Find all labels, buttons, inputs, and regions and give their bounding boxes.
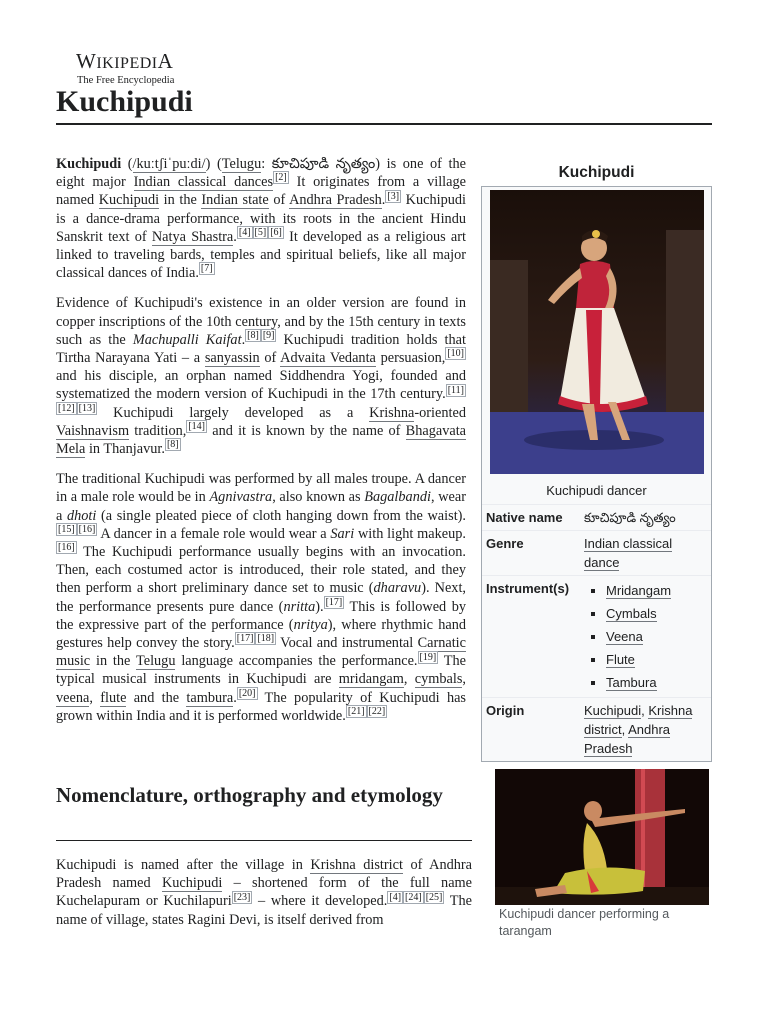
ref[interactable]: [3] xyxy=(387,190,400,202)
ipa-link[interactable]: /kuːtʃiˈpuːdi/ xyxy=(132,156,206,172)
ref[interactable]: [9] xyxy=(262,330,275,342)
ref[interactable]: [23] xyxy=(233,891,251,903)
ref[interactable]: [17] xyxy=(325,596,343,608)
paragraph-4: Kuchipudi is named after the village in Krishna district of Andhra Pradesh named Kuchipudi – shortened form of the full name Kuchelapuram or Kuchilapuri [23] – where it developed. [4] [24] [25] The name of village, states Ragini Devi, is itself derived from xyxy=(56,857,473,928)
kuchipudi-link[interactable]: Kuchipudi xyxy=(161,875,223,892)
title-divider xyxy=(56,123,712,125)
sanyassin-link[interactable]: sanyassin xyxy=(204,350,260,367)
page-title: Kuchipudi xyxy=(56,85,193,118)
ref[interactable]: [24] xyxy=(405,891,422,903)
infobox-title: Kuchipudi xyxy=(558,164,635,181)
kuchipudi-village-link[interactable]: Kuchipudi xyxy=(98,192,160,209)
ref[interactable]: [18] xyxy=(257,633,275,645)
flute-link[interactable]: flute xyxy=(100,689,127,706)
ref[interactable]: [4] xyxy=(389,891,402,903)
instrument-list xyxy=(584,579,707,694)
andhra-pradesh-link[interactable]: Andhra Pradesh xyxy=(289,192,382,209)
logo-tagline: The Free Encyclopedia xyxy=(77,75,175,86)
telugu-link[interactable]: Telugu xyxy=(221,156,262,172)
paragraph-3: The traditional Kuchipudi was performed by all males troupe. A dancer in a male role would be in Agnivastra, also known as Bagalbandi, wear a dhoti (a single pleated piece of cloth hanging down from the waist).[15] [16] A dancer in a female role would wear a Sari with light makeup.[16] The Kuchipudi performance usually begins with an invocation. Then, each costumed actor is introduced, their role stated, and they then perform a short preliminary dance set to music (dharavu). Next, the performance presents pure dance (nritta). [17] This is followed by the expressive part of the performance (nritya), where rhythmic hand gestures help convey the story. [17] [18] Vocal and instrumental Carnatic music in the Telugu language accompanies the performance. [19] The typical musical instruments in Kuchipudi are mridangam, cymbals, veena, flute and the tambura. [20] The popularity of Kuchipudi has grown within India and it is performed worldwide. [21] [22] xyxy=(56,471,466,724)
paragraph-2: Evidence of Kuchipudi's existence in an older version are found in copper inscriptions of the 10th century, and by the 15th century in texts such as the Machupalli Kaifat. [8] [9] Kuchipudi tradition holds that Tirtha Narayana Yati – a sanyassin of Advaita Vedanta persuasion, [10] and his disciple, an orphan named Siddhendra Yogi, founded and systematized the modern version of Kuchipudi in the 17th century. [11][12] [13] Kuchipudi largely developed as a Krishna-oriented Vaishnavism tradition, [14] and it is known by the name of Bhagavata Mela in Thanjavur. [8] xyxy=(56,295,467,458)
instrument-link[interactable]: Cymbals xyxy=(606,606,657,621)
section-nomenclature-body xyxy=(56,856,472,941)
infobox-image[interactable] xyxy=(482,187,711,479)
indian-classical-dances-link[interactable]: Indian classical dances xyxy=(133,174,274,191)
bhagavata-mela-link[interactable]: Bhagavata Mela xyxy=(56,422,467,458)
article-body xyxy=(56,155,466,737)
instrument-link[interactable]: Flute xyxy=(606,652,635,667)
ref[interactable]: [21] xyxy=(347,706,365,718)
ref[interactable]: [14] xyxy=(188,421,205,433)
infobox xyxy=(481,160,712,762)
ref[interactable]: [22] xyxy=(368,706,386,718)
ref[interactable]: [6] xyxy=(270,227,282,239)
instrument-link[interactable]: Veena xyxy=(606,629,643,644)
ref[interactable]: [5] xyxy=(254,227,267,239)
instrument-link[interactable]: Mridangam xyxy=(606,583,672,598)
paragraph-1: Kuchipudi (/kuːtʃiˈpuːdi/) (Telugu: కూచిపూడి నృత్యం) is one of the eight major Indian classical dances [2] It originates from a village named Kuchipudi in the Indian state of Andhra Pradesh. [3] Kuchipudi is a dance-drama performance, with its roots in the ancient Hindu Sanskrit text of Natya Shastra. [4] [5] [6] It developed as a religious art linked to traveling bards, temples and spiritual beliefs, like all major classical dances of India. [7] xyxy=(56,156,466,282)
infobox-row-origin: Origin Kuchipudi, Krishna district, Andhra Pradesh xyxy=(482,697,711,761)
veena-link[interactable]: veena xyxy=(56,689,90,706)
ref[interactable]: [16] xyxy=(58,542,75,554)
vaishnavism-link[interactable]: Vaishnavism xyxy=(56,422,130,439)
genre-link[interactable]: Indian classical dance xyxy=(584,536,673,570)
origin-krishna-district-link[interactable]: Krishna district xyxy=(584,703,693,737)
cymbals-link[interactable]: cymbals xyxy=(414,671,463,688)
advaita-vedanta-link[interactable]: Advaita Vedanta xyxy=(280,350,376,367)
wikipedia-logo[interactable] xyxy=(76,50,236,87)
ref[interactable]: [20] xyxy=(238,687,256,699)
carnatic-music-link[interactable]: Carnatic music xyxy=(56,635,466,670)
ref[interactable]: [4] xyxy=(238,227,251,239)
tarangam-dancer-photo[interactable] xyxy=(495,769,709,905)
section-heading-nomenclature: Nomenclature, orthography and etymology xyxy=(56,783,443,807)
mridangam-link[interactable]: mridangam xyxy=(338,671,404,688)
logo-wordmark: WIKIPEDIA xyxy=(76,49,174,73)
ref[interactable]: [8] xyxy=(247,330,259,342)
origin-kuchipudi-link[interactable]: Kuchipudi xyxy=(584,703,642,718)
ref[interactable]: [17] xyxy=(236,633,254,645)
infobox-image-caption: Kuchipudi dancer xyxy=(546,483,647,498)
ref[interactable]: [16] xyxy=(78,524,96,536)
tambura-link[interactable]: tambura xyxy=(186,689,234,706)
tarangam-caption: Kuchipudi dancer performing a tarangam xyxy=(499,907,670,938)
ref[interactable]: [13] xyxy=(78,402,96,414)
instrument-link[interactable]: Tambura xyxy=(606,675,657,690)
infobox-row-instruments: Instrument(s) ▪ Mridangam ▪ Cymbals ▪ Veena ▪ Flute ▪ Tambura xyxy=(482,575,711,697)
natya-shastra-link[interactable]: Natya Shastra xyxy=(151,228,234,245)
indian-state-link[interactable]: Indian state xyxy=(201,192,269,209)
krishna-district-link[interactable]: Krishna district xyxy=(310,857,403,873)
infobox-row-genre: Genre Indian classical dance xyxy=(482,530,711,575)
ref[interactable]: [2] xyxy=(275,172,287,184)
infobox-frame xyxy=(481,186,712,762)
origin-andhra-pradesh-link[interactable]: Andhra Pradesh xyxy=(584,722,670,756)
ref[interactable]: [15] xyxy=(58,524,75,536)
telugu-language-link[interactable]: Telugu xyxy=(135,653,176,670)
ref[interactable]: [11] xyxy=(447,384,464,396)
kuchipudi-dancer-photo xyxy=(490,190,704,474)
krishna-link[interactable]: Krishna xyxy=(369,404,415,421)
ref[interactable]: [19] xyxy=(419,651,437,663)
infobox-row-native-name: Native name కూచిపూడి నృత్యం xyxy=(482,504,711,530)
ref[interactable]: [12] xyxy=(58,402,75,414)
ref[interactable]: [7] xyxy=(200,263,213,275)
ref[interactable]: [8] xyxy=(166,439,179,451)
ref[interactable]: [10] xyxy=(447,348,464,360)
ref[interactable]: [25] xyxy=(425,891,443,903)
section-divider xyxy=(56,840,472,841)
